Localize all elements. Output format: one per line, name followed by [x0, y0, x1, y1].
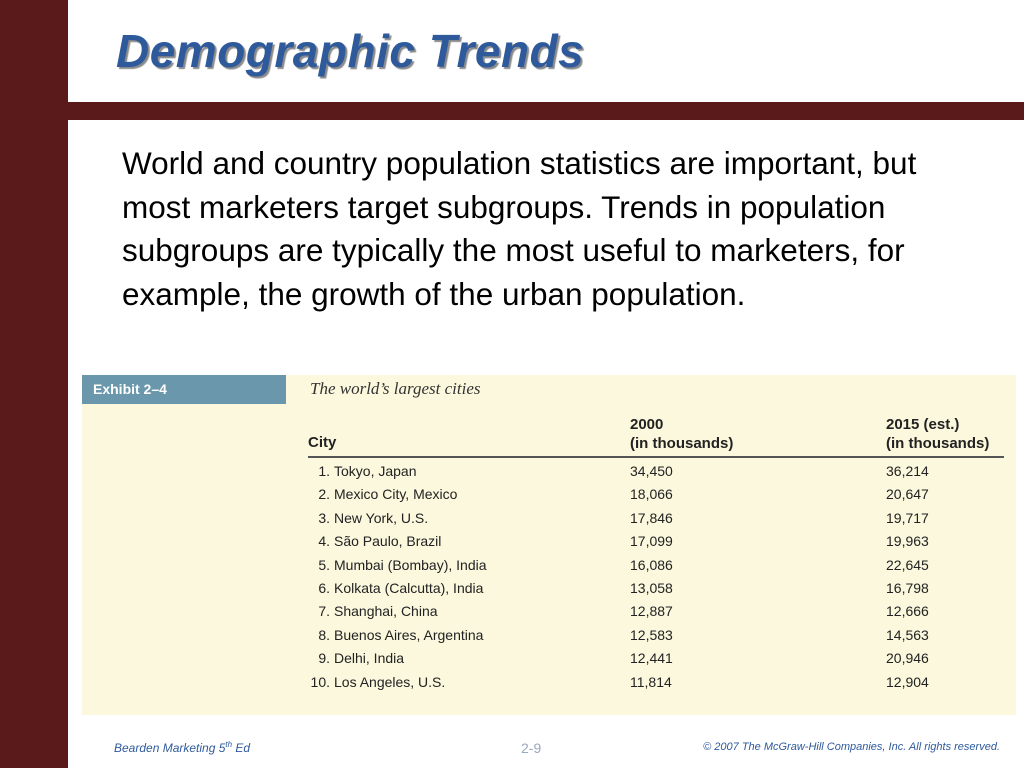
row-rank: 3.: [318, 509, 330, 526]
column-header-2000-unit: (in thousands): [630, 435, 734, 452]
table-row: [308, 650, 1008, 673]
row-rank: 9.: [318, 650, 330, 667]
row-value-2000: 12,583: [630, 626, 673, 643]
row-city: Kolkata (Calcutta), India: [334, 580, 484, 596]
footer-book-title: [114, 740, 250, 755]
row-value-2015: 16,798: [886, 580, 929, 596]
row-value-2000: 12,887: [630, 603, 673, 620]
footer-copyright: © 2007 The McGraw-Hill Companies, Inc. All rights reserved.: [703, 741, 1000, 753]
table-row: [308, 463, 1008, 486]
row-city: Shanghai, China: [334, 603, 438, 620]
footer-book-tail: Ed: [232, 741, 251, 755]
footer-book-sup: th: [225, 740, 233, 749]
table-row: [308, 674, 1008, 697]
row-value-2015: 14,563: [886, 626, 929, 643]
row-value-2000: 17,099: [630, 533, 673, 550]
row-value-2000: 17,846: [630, 509, 673, 526]
row-value-2000: 18,066: [630, 486, 673, 503]
row-value-2015: 20,946: [886, 650, 929, 667]
left-accent-bar: [0, 0, 68, 768]
table-row: [308, 510, 1008, 533]
row-rank: 8.: [318, 626, 330, 643]
row-value-2000: 34,450: [630, 463, 673, 479]
row-city: Buenos Aires, Argentina: [334, 626, 484, 643]
footer-page-number: 2-9: [521, 740, 542, 756]
row-value-2015: 19,963: [886, 533, 929, 550]
exhibit-caption: The world’s largest cities: [310, 379, 481, 398]
table-row: [308, 486, 1008, 509]
row-value-2015: 20,647: [886, 486, 929, 503]
row-value-2000: 11,814: [630, 673, 672, 690]
row-city: Tokyo, Japan: [334, 463, 417, 479]
table-row: [308, 580, 1008, 603]
row-city: Mumbai (Bombay), India: [334, 556, 487, 573]
row-rank: 1.: [318, 463, 330, 479]
table-row: [308, 533, 1008, 556]
row-value-2000: 13,058: [630, 580, 673, 596]
row-value-2015: 22,645: [886, 556, 929, 573]
row-value-2000: 12,441: [630, 650, 673, 667]
slide-body-text: World and country population statistics are important, but most marketers target subgroups. Trends in population subgroups are typically the most useful to marketers, for example, the growth of the urban population.: [122, 145, 917, 312]
column-header-2000: [630, 415, 733, 453]
column-header-2015-year: 2015 (est.): [886, 416, 960, 433]
exhibit-table-panel: [82, 375, 1016, 715]
row-rank: 2.: [318, 486, 330, 503]
table-header-rule: [308, 456, 1004, 458]
row-rank: 6.: [318, 580, 330, 596]
table-row: [308, 627, 1008, 650]
exhibit-label: Exhibit 2–4: [82, 375, 286, 404]
row-city: Delhi, India: [334, 650, 405, 667]
row-city: Los Angeles, U.S.: [334, 673, 446, 690]
row-value-2015: 12,666: [886, 603, 929, 620]
row-rank: 10.: [310, 673, 330, 690]
row-value-2015: 19,717: [886, 509, 929, 526]
column-header-2015-unit: (in thousands): [886, 435, 990, 452]
row-value-2015: 12,904: [886, 673, 929, 690]
row-value-2015: 36,214: [886, 463, 929, 479]
footer-book-main: Bearden Marketing 5: [114, 741, 226, 755]
column-header-city-label: City: [308, 434, 337, 451]
row-city: São Paulo, Brazil: [334, 533, 442, 550]
table-row: [308, 603, 1008, 626]
row-city: Mexico City, Mexico: [334, 486, 458, 503]
column-header-2000-year: 2000: [630, 416, 664, 433]
slide-title: Demographic Trends: [116, 25, 585, 77]
table-row: [308, 557, 1008, 580]
row-city: New York, U.S.: [334, 509, 429, 526]
row-rank: 5.: [318, 556, 330, 573]
column-header-city: [308, 433, 336, 452]
title-divider-bar: [68, 102, 1024, 120]
column-header-2015: [886, 415, 989, 453]
row-value-2000: 16,086: [630, 556, 673, 573]
row-rank: 4.: [318, 533, 330, 550]
row-rank: 7.: [318, 603, 330, 620]
